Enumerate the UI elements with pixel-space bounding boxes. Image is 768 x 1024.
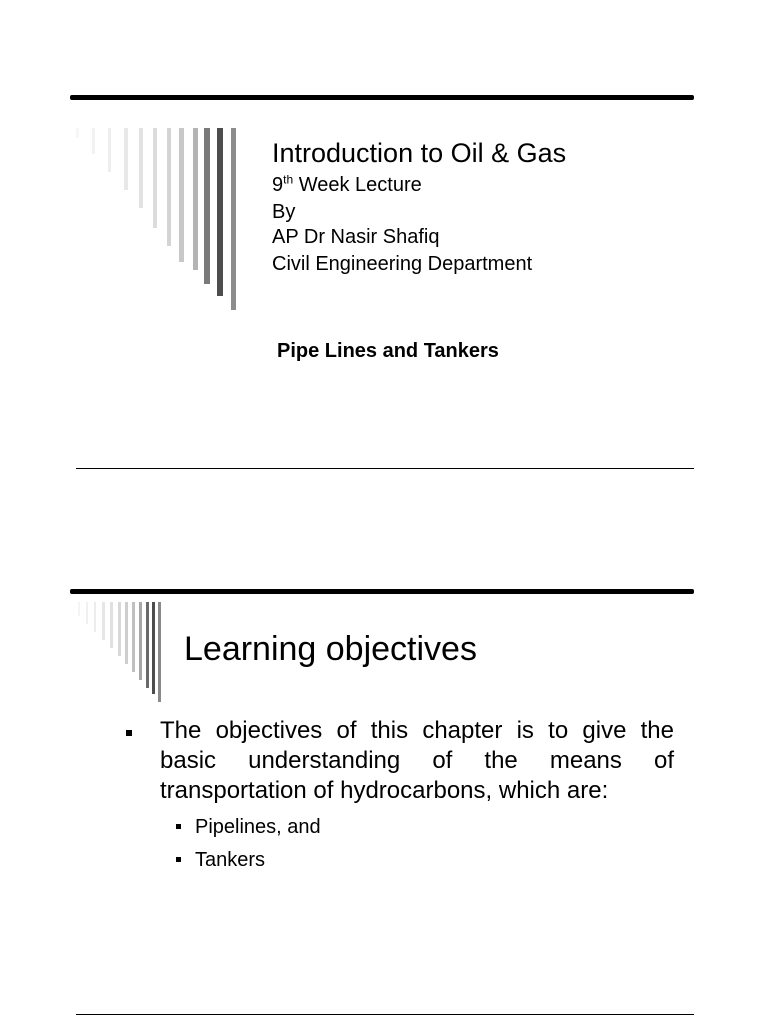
slide-2-title: Learning objectives [184, 630, 477, 668]
decor-bar [179, 128, 184, 262]
decor-bar [132, 602, 135, 672]
slide-1-top-rule [70, 95, 694, 100]
decor-bar [86, 602, 88, 624]
main-bullet-marker [126, 730, 132, 736]
author-name: AP Dr Nasir Shafiq [272, 226, 440, 248]
decor-bar [217, 128, 223, 296]
decor-bar [124, 128, 128, 190]
sub-bullet-marker [176, 857, 181, 862]
decor-bar [204, 128, 210, 284]
sub-bullet-marker [176, 824, 181, 829]
week-suffix: th [283, 172, 294, 187]
decor-bar [139, 602, 142, 680]
decor-bar [94, 602, 96, 632]
objective-bullet-text: The objectives of this chapter is to give the basic understanding of the means of transportation of hydrocarbons, which are: [160, 717, 674, 804]
decor-bar [76, 128, 79, 138]
decor-bar [92, 128, 95, 154]
decor-bar [139, 128, 143, 208]
sub-bullet-tankers: Tankers [195, 849, 266, 871]
department-name: Civil Engineering Department [272, 253, 533, 275]
decor-bar [108, 128, 111, 172]
decor-bar [146, 602, 149, 688]
decor-bar [110, 602, 113, 648]
slide-1-bottom-rule [76, 468, 694, 469]
sub-bullet-pipelines: Pipelines, and [195, 816, 321, 838]
slide-2-bottom-rule [76, 1014, 694, 1015]
decor-bar [193, 128, 198, 270]
decor-bar [158, 602, 161, 702]
decor-bar [125, 602, 128, 664]
decor-bar [118, 602, 121, 656]
slide-2-top-rule [70, 589, 694, 594]
decor-bar [152, 602, 155, 694]
decor-bar [231, 128, 236, 310]
week-number: 9 [272, 174, 284, 196]
decor-bar [102, 602, 105, 640]
by-label: By [272, 201, 296, 223]
decor-bar [78, 602, 80, 616]
decor-bar [167, 128, 171, 246]
slide-1-title: Introduction to Oil & Gas [272, 138, 567, 168]
week-text: Week Lecture [293, 174, 422, 196]
week-lecture-line [272, 172, 422, 198]
decor-bar [153, 128, 157, 228]
slide-1-topic: Pipe Lines and Tankers [277, 340, 499, 362]
